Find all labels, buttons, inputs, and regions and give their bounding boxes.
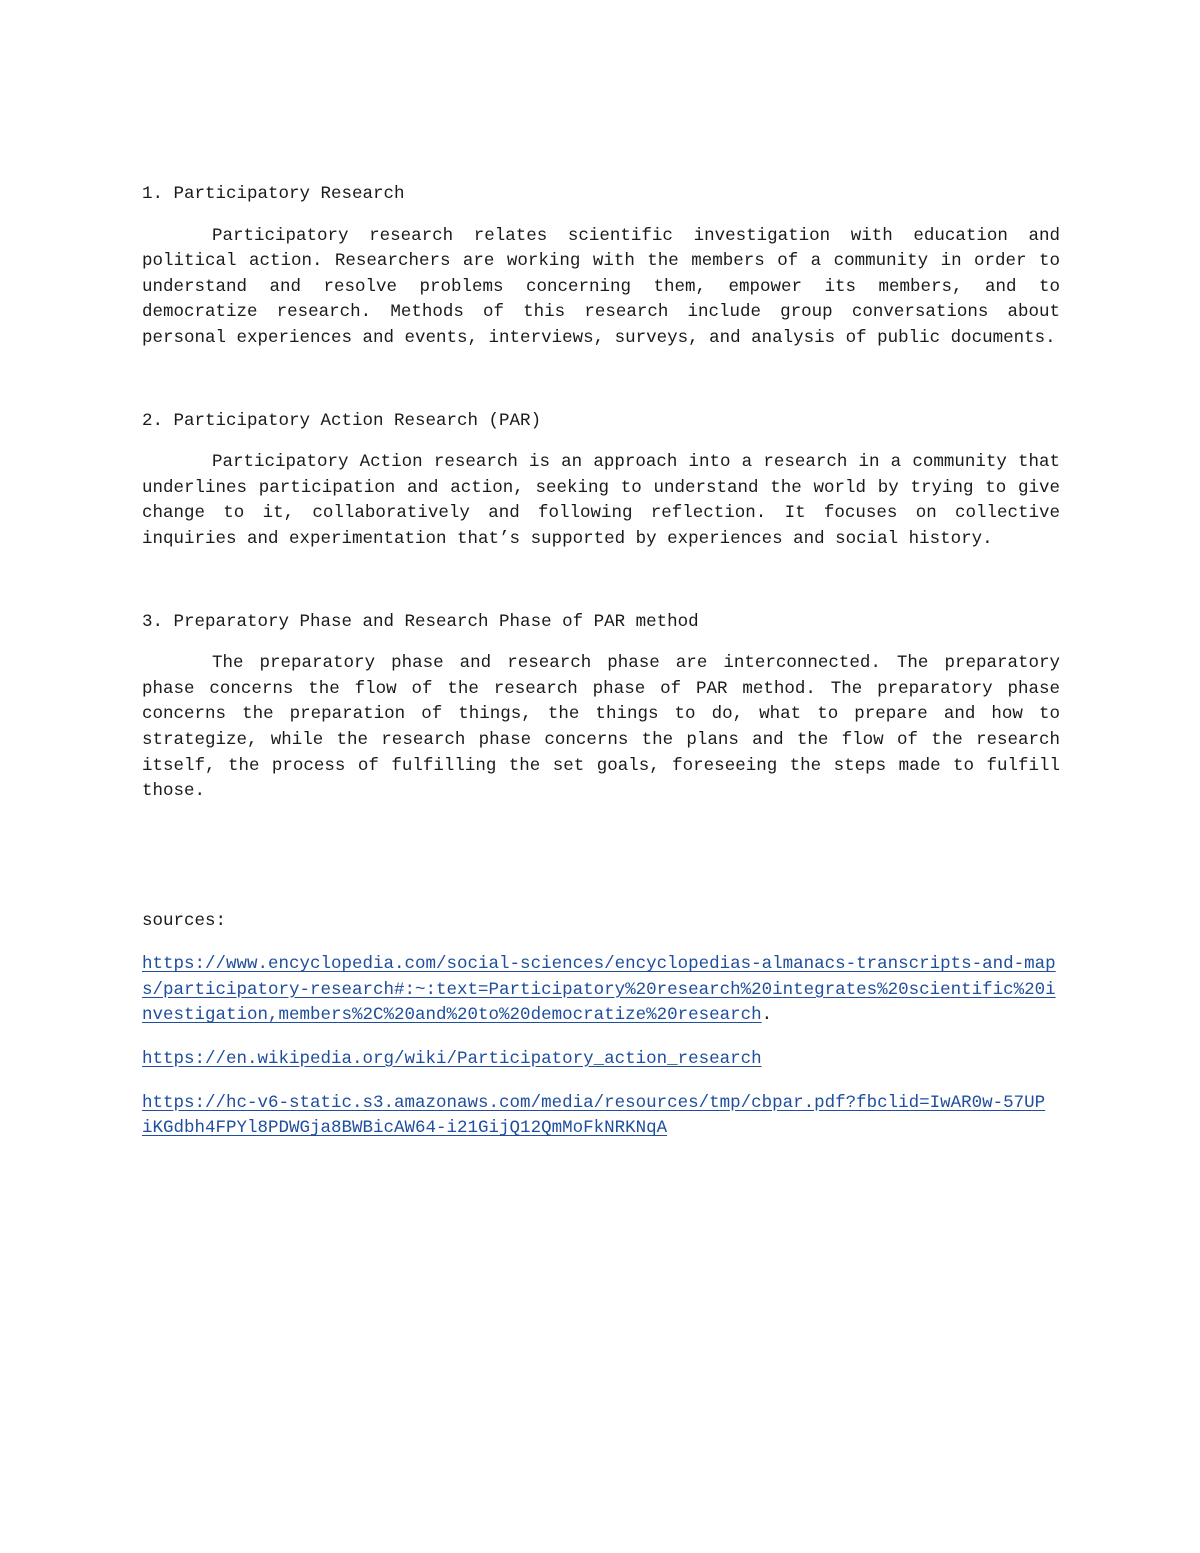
source-link-encyclopedia[interactable]: https://www.encyclopedia.com/social-sciences/encyclopedias-almanacs-transcripts-and-maps/participatory-research#:~:text=Participatory%20research%20integrates%20scientific%20investigation,members%2C%20and%20to%20democratize%20research <box>142 954 1056 1026</box>
source-link-cbpar-pdf[interactable]: https://hc-v6-static.s3.amazonaws.com/media/resources/tmp/cbpar.pdf?fbclid=IwAR0w-57UPiKGdbh4FPYl8PDWGja8BWBicAW64-i21GijQ12QmMoFkNRKNqA <box>142 1092 1046 1139</box>
link-trailing-period: . <box>761 1005 773 1026</box>
section-paragraph: Participatory research relates scientific investigation with education and political action. Researchers are working with the members of a community in order to understand and resolve problems concerning them, empower its members, and to democratize research. Methods of this research include group conversations about personal experiences and events, interviews, surveys, and analysis of public documents. <box>142 225 1060 348</box>
section-heading: 3. Preparatory Phase and Research Phase of PAR method <box>142 611 699 632</box>
section-preparatory-phase <box>142 610 1060 805</box>
section-paragraph: The preparatory phase and research phase are interconnected. The preparatory phase concerns the flow of the research phase of PAR method. The preparatory phase concerns the preparation of things, the things to do, what to prepare and how to strategize, while the research phase concerns the plans and the flow of the research itself, the process of fulfilling the set goals, foreseeing the steps made to fulfill those. <box>142 653 1060 802</box>
section-heading: 2. Participatory Action Research (PAR) <box>142 410 542 431</box>
source-link-row <box>142 952 1060 1029</box>
sources-section <box>142 909 1060 1142</box>
sources-label: sources: <box>142 910 227 931</box>
section-participatory-research <box>142 182 1060 352</box>
section-paragraph: Participatory Action research is an approach into a research in a community that underlines participation and action, seeking to understand the world by trying to give change to it, collaboratively and following reflection. It focuses on collective inquiries and experimentation that’s supported by experiences and social history. <box>142 452 1060 549</box>
section-heading: 1. Participatory Research <box>142 184 405 204</box>
section-participatory-action-research <box>142 409 1060 553</box>
source-link-wikipedia[interactable]: https://en.wikipedia.org/wiki/Participatory_action_research <box>142 1049 762 1070</box>
document-body <box>142 182 1060 1142</box>
